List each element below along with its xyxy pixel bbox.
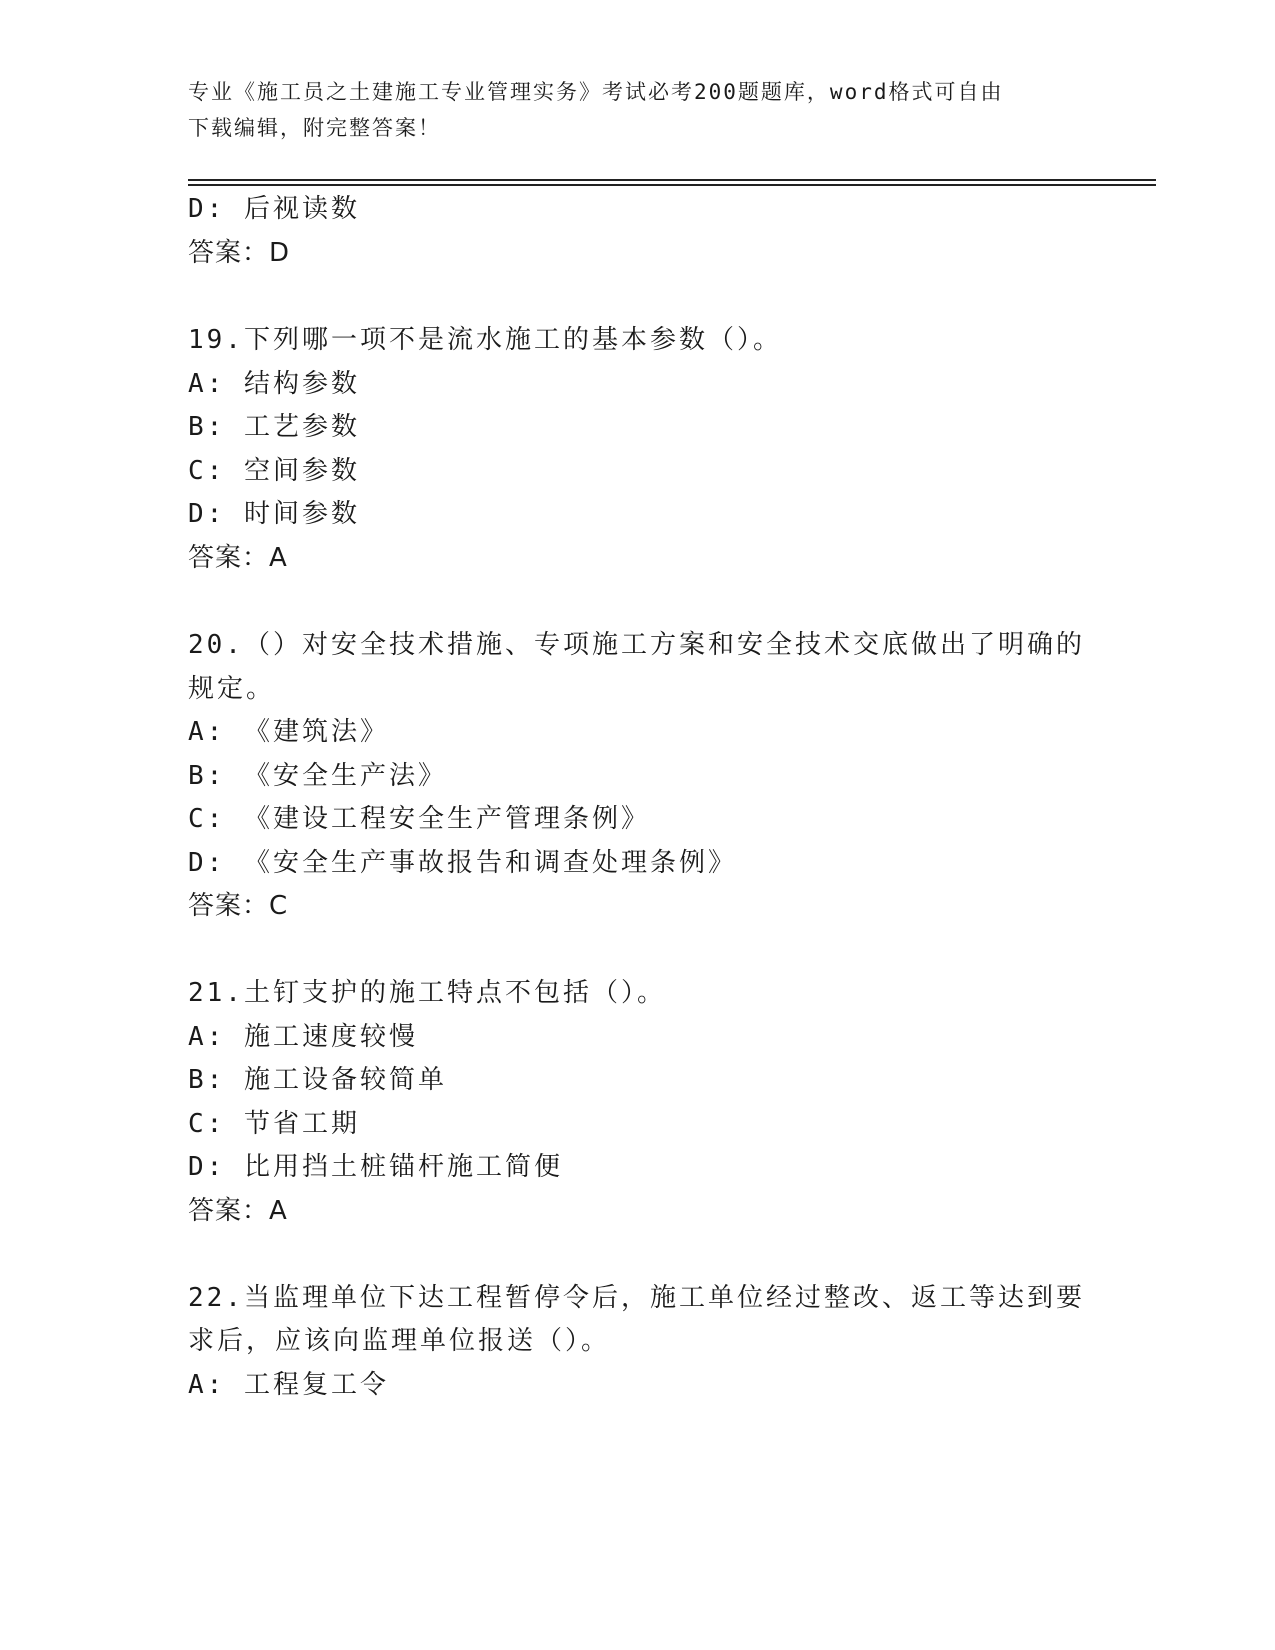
q22-stem-line-1: 22.当监理单位下达工程暂停令后，施工单位经过整改、返工等达到要 (188, 1283, 1085, 1313)
header-line-1: 专业《施工员之土建施工专业管理实务》考试必考200题题库，word格式可自由 (188, 80, 1004, 104)
q18-answer: 答案：D (188, 238, 291, 268)
q20-stem-line-1: 20.（）对安全技术措施、专项施工方案和安全技术交底做出了明确的 (188, 630, 1085, 660)
q19-option-c: C: 空间参数 (188, 456, 360, 486)
q20-option-d: D: 《安全生产事故报告和调查处理条例》 (188, 848, 737, 878)
q18-option-d: D: 后视读数 (188, 194, 360, 224)
q20-option-c: C: 《建设工程安全生产管理条例》 (188, 804, 650, 834)
q22-stem-line-2: 求后，应该向监理单位报送（）。 (188, 1326, 611, 1356)
q21-option-d: D: 比用挡土桩锚杆施工简便 (188, 1152, 563, 1182)
q21-option-b: B: 施工设备较简单 (188, 1065, 447, 1095)
header-divider-top (188, 179, 1156, 181)
q20-answer: 答案：C (188, 891, 289, 921)
q22-option-a: A: 工程复工令 (188, 1370, 389, 1400)
q19-answer: 答案：A (188, 543, 288, 573)
q21-option-a: A: 施工速度较慢 (188, 1022, 418, 1052)
q20-stem-line-2: 规定。 (188, 674, 276, 704)
q19-stem: 19.下列哪一项不是流水施工的基本参数（）。 (188, 325, 782, 355)
q20-option-b: B: 《安全生产法》 (188, 761, 447, 791)
q21-option-c: C: 节省工期 (188, 1109, 360, 1139)
q20-option-a: A: 《建筑法》 (188, 717, 389, 747)
q19-option-d: D: 时间参数 (188, 499, 360, 529)
document-header (188, 74, 1088, 146)
q19-option-b: B: 工艺参数 (188, 412, 360, 442)
header-line-2: 下载编辑，附完整答案！ (188, 116, 441, 140)
q19-option-a: A: 结构参数 (188, 369, 360, 399)
q21-answer: 答案：A (188, 1196, 288, 1226)
header-divider-bottom (188, 184, 1156, 186)
q21-stem: 21.土钉支护的施工特点不包括（）。 (188, 978, 666, 1008)
